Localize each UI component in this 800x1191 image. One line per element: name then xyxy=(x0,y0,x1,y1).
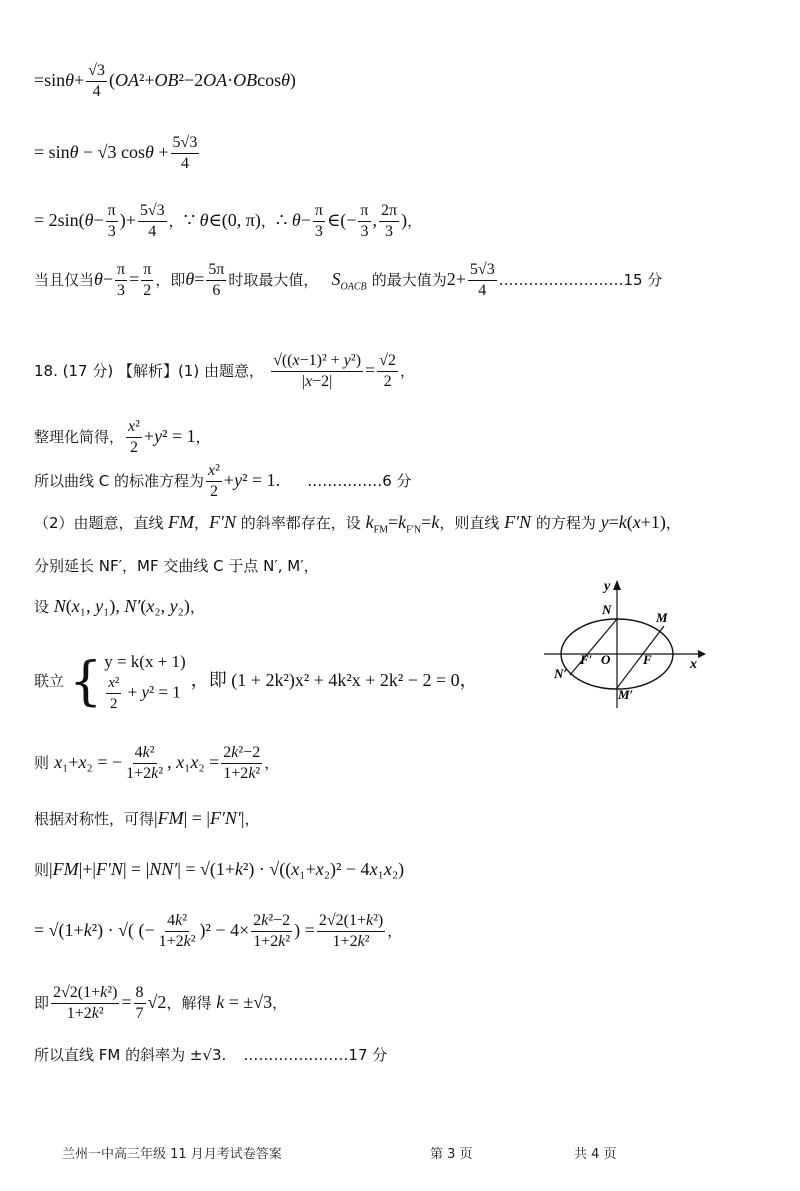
x-axis-arrow xyxy=(698,650,706,658)
label-N: N xyxy=(602,602,612,617)
line-14: 则|FM|+|F′N| = |NN′| = √(1+k²) · √((x₁+x₂)² − 4x₁x₂) xyxy=(34,859,405,879)
line-7: 所以曲线 C 的标准方程为 $\frac{\text{x²}}{2}$ +y² = 1. ……………6 分 xyxy=(34,462,412,500)
line-10: 设 N(x₁, y₁), N′(x₂, y₂)， xyxy=(34,596,205,616)
line-13: 根据对称性，可得|FM| = |F′N′|， xyxy=(34,808,260,828)
footer-page: 第 3 页 xyxy=(430,1147,473,1162)
label-M: M xyxy=(656,610,668,625)
line-15: = √(1+k²) · √( (− $\frac{\text{4k²}}{\text{1+2k²}}$ )² − 4× $\frac{\text{2k²−2}}{\text{1+2k²}}$ ) = $\frac{\text{2√2(1+k²)}}{\text{1+2k²}}$ ， xyxy=(34,912,403,950)
line-8: （2）由题意，直线 FM，F′N 的斜率都存在，设 $k_{FM}=k_{F'N}=k$，则直线 F′N 的方程为 y=k(x+1)， xyxy=(34,512,681,536)
line-16: 即 $\frac{\text{2√2(1+k²)}}{\text{1+2k²}}$ = $\frac{8}{7}$ √2，解得 k = ±√3， xyxy=(34,984,288,1022)
footer-total: 共 4 页 xyxy=(574,1147,617,1162)
line-2: = sinθ − √3 cosθ + $\frac{5√3}{4}$ xyxy=(34,134,198,172)
line-4: 当且仅当θ− $\frac{\pi}{3}$ = $\frac{\pi}{2}$ ，即θ= $\frac{5\pi}{6}$ 时取最大值， $S_{OACB}$ 的最大值为2+ $\frac{5√3}{4}$ .……………………15 分 xyxy=(34,261,663,299)
y-axis-arrow xyxy=(613,580,621,590)
question-18-header: 18. (17 分) 【解析】(1) 由题意， $\frac{\text{√((x−1)² + y²)}}{|x-2|}$ = $\frac{√2}{2}$ ， xyxy=(34,352,415,390)
ellipse-figure xyxy=(538,578,708,713)
label-N1: N′ xyxy=(554,666,568,681)
line-1: =sinθ+ $\frac{√3}{4}$ (OA²+OB²−2OA·OBcosθ) xyxy=(34,62,296,100)
line-12: 则 x₁+x₂ = − $\frac{\text{4k²}}{\text{1+2k²}}$ , x₁x₂ = $\frac{\text{2k²−2}}{\text{1+2k²}}$ ， xyxy=(34,744,280,782)
label-M1: M′ xyxy=(618,687,634,702)
label-F1: F′ xyxy=(580,652,593,667)
label-x: x xyxy=(690,657,697,672)
line-9: 分别延长 NF′，MF 交曲线 C 于点 N′, M′， xyxy=(34,557,319,575)
line-3: = 2sin(θ− $\frac{\pi}{3}$ )+ $\frac{5√3}{4}$ ，∵ θ∈(0, π)，∴ θ− $\frac{\pi}{3}$ ∈(− $\frac{\pi}{3}$ , $\frac{2\pi}{3}$ )， xyxy=(34,202,423,240)
label-O: O xyxy=(601,652,611,667)
label-F: F xyxy=(643,652,652,667)
line-6: 整理化简得， $\frac{\text{x²}}{2}$ +y² = 1， xyxy=(34,418,211,456)
line-11: 联立 { y = k(x + 1) $\frac{\text{x²}}{2}$ + y² = 1 ，即 (1 + 2k²)x² + 4k²x + 2k² − 2 = 0， xyxy=(34,651,478,712)
footer-left: 兰州一中高三年级 11 月月考试卷答案 xyxy=(62,1147,282,1162)
line-17: 所以直线 FM 的斜率为 ±√3. …………………17 分 xyxy=(34,1046,388,1064)
label-y: y xyxy=(604,579,611,594)
